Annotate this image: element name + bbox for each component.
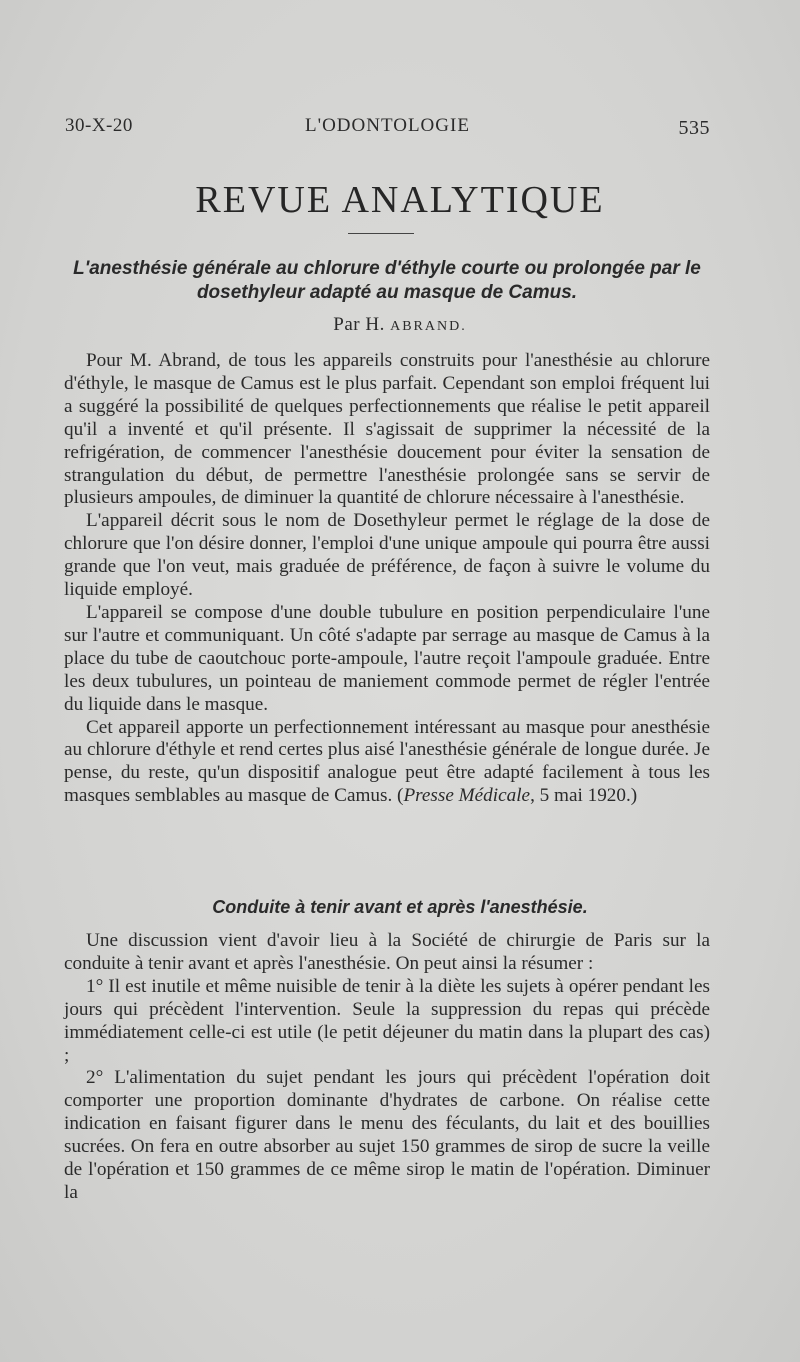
- article-2-paragraph-3: 2° L'alimentation du sujet pendant les jours qui précèdent l'opération doit comporter une proportion dominante d'hydrates de carbone. On réalise cette indication en faisant figurer dans le menu des féculants, du lait et des bouillies sucrées. On fera en outre absorber au sujet 150 grammes de sirop de sucre la veille de l'opération et 150 grammes de ce même sirop le matin de l'opération. Diminuer la: [64, 1067, 710, 1203]
- article-1-body: [64, 350, 710, 808]
- article-1-paragraph-3: L'appareil se compose d'une double tubulure en position perpendiculaire l'une sur l'autre et communiquant. Un côté s'adapte par serrage au masque de Camus à la place du tube de caoutchouc porte-ampoule, l'autre reçoit l'ampoule graduée. Entre les deux tubulures, un pointeau de maniement commode permet de régler l'entrée du liquide dans le masque.: [64, 601, 710, 715]
- article-1-paragraph-1: Pour M. Abrand, de tous les appareils construits pour l'anesthésie au chlorure d'éthyle, le masque de Camus est le plus parfait. Cependant son emploi fréquent lui a suggéré la possibilité de quelques perfectionnements que réalise le petit appareil qu'il a inventé et qu'il présente. Il s'agissait de supprimer la nécessité de la refrigération, de commencer l'anesthésie doucement pour éviter la sensation de strangulation du début, de permettre l'anesthésie prolongée sans se servir de plusieurs ampoules, de diminuer la quantité de chlorure nécessaire à l'anesthésie.: [64, 350, 710, 509]
- citation-date: , 5 mai 1920.): [530, 785, 638, 807]
- page-number: 535: [678, 117, 710, 139]
- article-2-title: Conduite à tenir avant et après l'anesthésie.: [212, 897, 588, 917]
- article-1-paragraph-4-text: Cet appareil apporte un perfectionnement intéressant au masque pour anesthésie au chlorure d'éthyle et rend certes plus aisé l'anesthésie générale de longue durée. Je pense, du reste, qu'un dispositif analogue peut être adapté facilement à tous les masques semblables au masque de Camus.: [64, 716, 710, 807]
- article-2-paragraph-1: Une discussion vient d'avoir lieu à la Société de chirurgie de Paris sur la conduite à tenir avant et après l'anesthésie. On peut ainsi la résumer :: [64, 930, 710, 974]
- article-2-body: [64, 930, 710, 1205]
- article-1-paragraph-4: [64, 717, 710, 809]
- citation-open: (: [392, 785, 404, 807]
- running-header: [65, 115, 710, 145]
- citation-source: Presse Médicale: [403, 785, 531, 807]
- article-1-paragraph-2: L'appareil décrit sous le nom de Dosethyleur permet le réglage de la dose de chlorure que l'on désire donner, l'emploi d'une unique ampoule qui pourra être aussi grande que l'on veut, mais graduée de préférence, de façon à suivre le volume du liquide employé.: [64, 510, 710, 601]
- header-journal-title: L'ODONTOLOGIE: [305, 115, 470, 136]
- article-1-title: L'anesthésie générale au chlorure d'éthyle courte ou prolongée par le dosethyleur adapté au masque de Camus.: [73, 258, 701, 303]
- article-2-paragraph-2: 1° Il est inutile et même nuisible de tenir à la diète les sujets à opérer pendant les jours qui précèdent l'intervention. Seule la suppression du repas qui précède immédiatement celle-ci est utile (le petit déjeuner du matin dans la plupart des cas) ;: [64, 975, 710, 1066]
- header-date: 30-X-20: [65, 115, 133, 136]
- author-prefix: Par H.: [333, 314, 391, 335]
- author-name: ABRAND.: [390, 319, 467, 334]
- title-divider: [348, 233, 414, 234]
- section-title: REVUE ANALYTIQUE: [195, 179, 605, 221]
- article-1-author: [0, 314, 800, 336]
